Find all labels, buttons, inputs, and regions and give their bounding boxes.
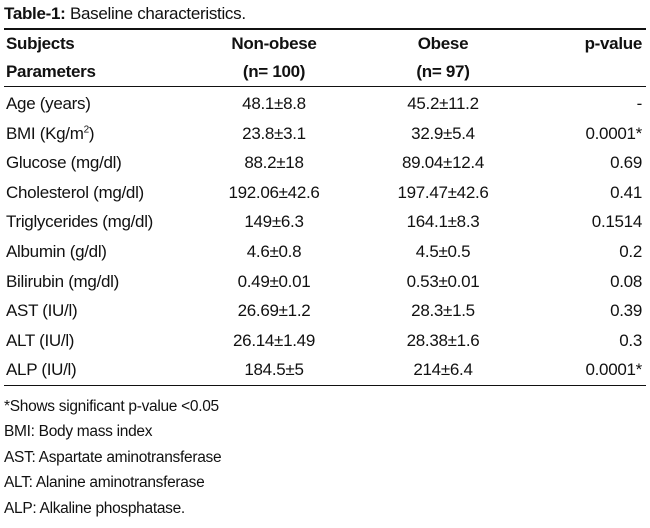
table-caption	[4, 0, 646, 28]
table-row	[4, 178, 646, 208]
table-row	[4, 119, 646, 149]
cell-p-value: 0.3	[619, 330, 642, 350]
cell-parameter-text: BMI (Kg/m	[6, 123, 84, 143]
header-subjects: Subjects	[4, 29, 194, 58]
cell-obese: 214±6.4	[354, 355, 532, 385]
cell-p-value: 0.41	[610, 182, 642, 202]
cell-parameter: Triglycerides (mg/dl)	[6, 212, 154, 232]
baseline-characteristics-table	[4, 28, 646, 386]
footnote-ast: AST: Aspartate aminotransferase	[4, 448, 222, 466]
cell-non-obese: 0.49±0.01	[237, 271, 311, 291]
cell-parameter: ALT (IU/l)	[6, 330, 75, 350]
table-row	[4, 148, 646, 178]
header-obese: Obese	[354, 29, 532, 58]
table-row	[4, 207, 646, 237]
header-parameters: Parameters	[4, 58, 194, 87]
table-footnotes	[4, 394, 646, 522]
cell-p-value: 0.08	[610, 271, 642, 291]
cell-non-obese: 26.14±1.49	[233, 330, 315, 350]
cell-parameter	[4, 119, 194, 149]
cell-obese: 28.38±1.6	[406, 330, 480, 350]
cell-non-obese: 184.5±5	[194, 355, 354, 385]
cell-p-value: 0.39	[610, 301, 642, 321]
cell-obese: 164.1±8.3	[406, 212, 480, 232]
cell-obese: 0.53±0.01	[406, 271, 480, 291]
caption-label: Table-1:	[4, 4, 66, 23]
cell-obese: 4.5±0.5	[415, 241, 471, 261]
header-empty	[532, 58, 646, 87]
cell-obese: 32.9±5.4	[411, 123, 475, 143]
footnote-alt: ALT: Alanine aminotransferase	[4, 474, 205, 492]
cell-p-value: 0.1514	[591, 212, 642, 232]
cell-obese: 28.3±1.5	[411, 301, 475, 321]
cell-parameter-superscript: 2	[83, 123, 89, 135]
cell-non-obese: 4.6±0.8	[246, 241, 302, 261]
table-row	[4, 237, 646, 267]
cell-non-obese: 23.8±3.1	[242, 123, 306, 143]
cell-p-value: 0.69	[610, 153, 642, 173]
cell-parameter-suffix: )	[88, 123, 95, 143]
cell-non-obese: 26.69±1.2	[237, 301, 311, 321]
cell-non-obese: 48.1±8.8	[242, 94, 306, 113]
cell-p-value: 0.0001*	[532, 355, 646, 385]
header-row-2	[4, 58, 646, 87]
caption-text: Baseline characteristics.	[65, 4, 246, 23]
cell-parameter: Cholesterol (mg/dl)	[6, 182, 144, 202]
cell-obese: 45.2±11.2	[407, 94, 479, 113]
cell-p-value: -	[636, 94, 642, 113]
header-non-obese-n: (n= 100)	[194, 58, 354, 87]
cell-parameter: Bilirubin (mg/dl)	[6, 271, 119, 291]
table-header	[4, 29, 646, 87]
table-row	[4, 326, 646, 356]
table-row	[4, 87, 646, 119]
cell-obese: 89.04±12.4	[402, 153, 484, 173]
table-body	[4, 87, 646, 386]
cell-non-obese: 192.06±42.6	[228, 182, 320, 202]
header-non-obese: Non-obese	[194, 29, 354, 58]
header-row-1	[4, 29, 646, 58]
cell-parameter: Age (years)	[6, 94, 91, 113]
cell-obese: 197.47±42.6	[397, 182, 489, 202]
table-row	[4, 355, 646, 385]
cell-parameter: Glucose (mg/dl)	[6, 153, 122, 173]
cell-non-obese: 149±6.3	[244, 212, 304, 232]
footnote-alp: ALP: Alkaline phosphatase.	[4, 499, 185, 517]
cell-parameter: ALP (IU/l)	[4, 355, 194, 385]
header-obese-n: (n= 97)	[354, 58, 532, 87]
cell-parameter: AST (IU/l)	[6, 301, 78, 321]
footnote-significance: *Shows significant p-value <0.05	[4, 397, 219, 415]
header-p-value: p-value	[532, 29, 646, 58]
cell-non-obese: 88.2±18	[244, 153, 304, 173]
table-row	[4, 296, 646, 326]
cell-parameter: Albumin (g/dl)	[6, 241, 107, 261]
table-row	[4, 267, 646, 297]
footnote-bmi: BMI: Body mass index	[4, 423, 153, 441]
cell-p-value: 0.0001*	[585, 123, 642, 143]
cell-p-value: 0.2	[619, 241, 642, 261]
